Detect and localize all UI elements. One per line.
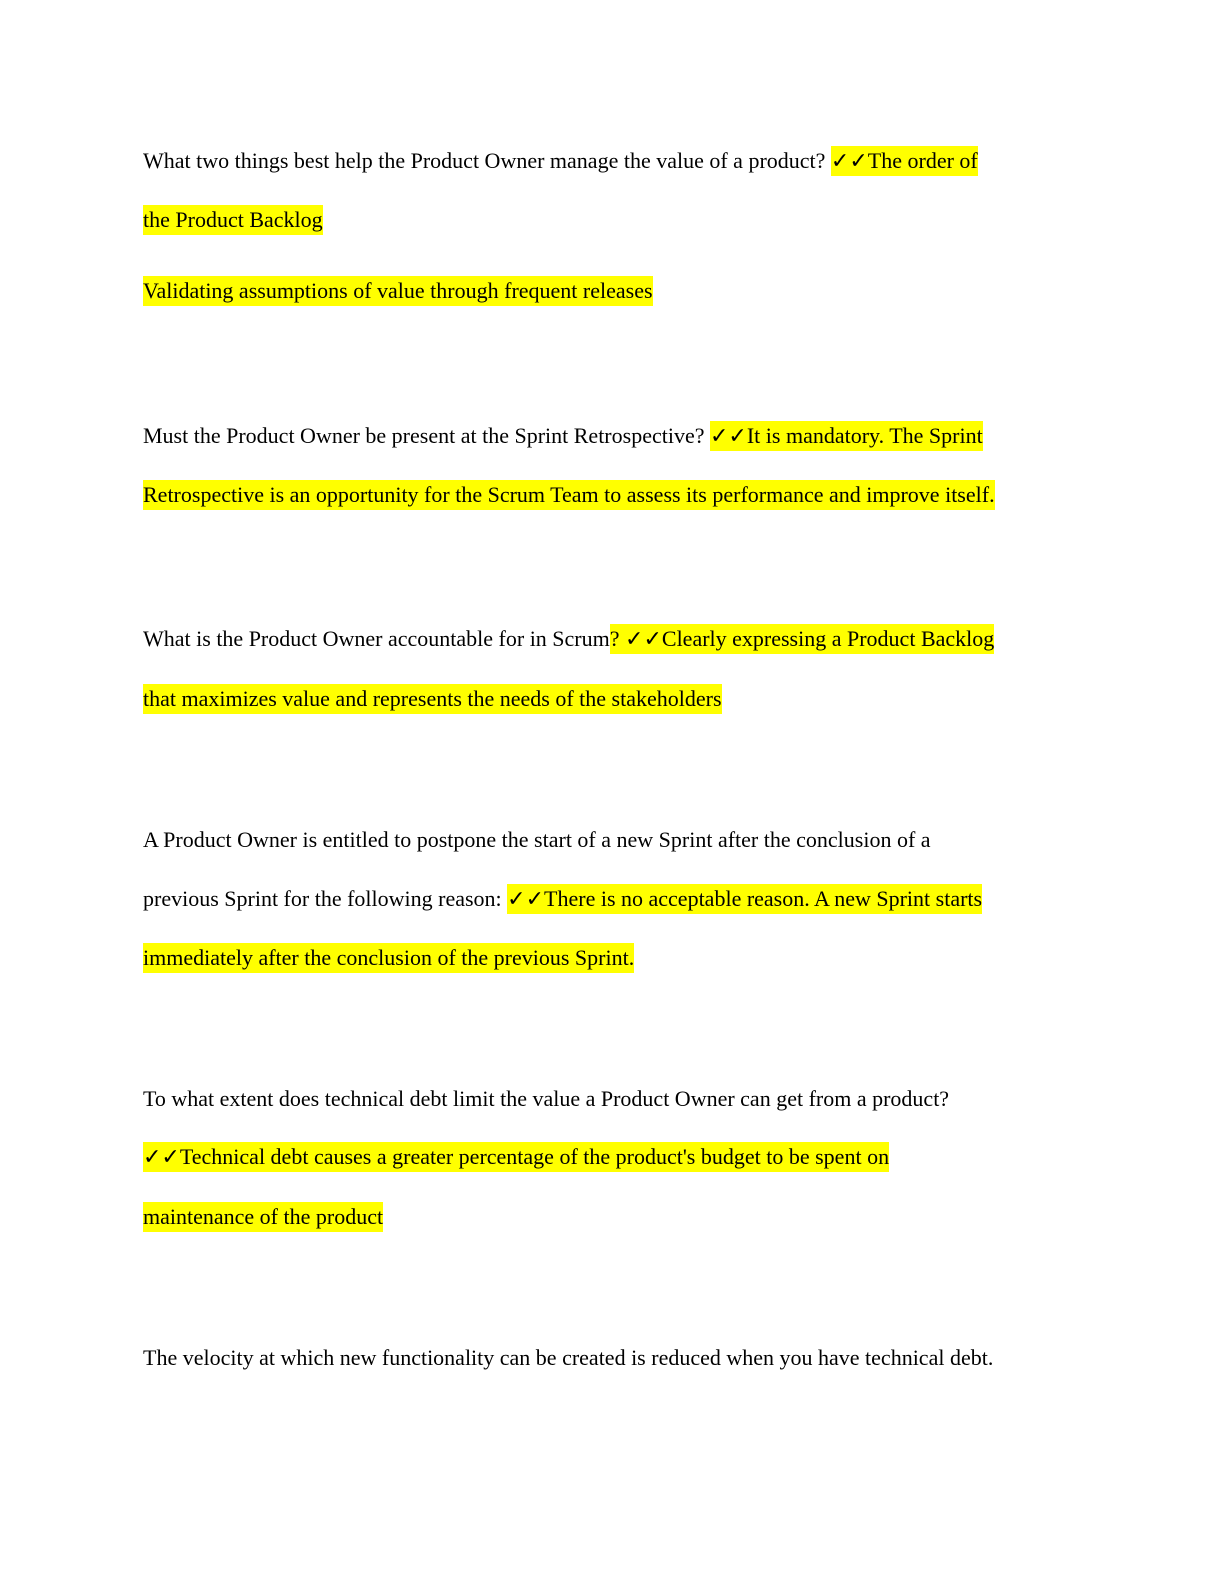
question-line [143,624,994,654]
answer-text: the Product Backlog [143,205,323,235]
answer-text: Clearly expressing a Product Backlog [661,626,995,651]
double-check-mark-icon: ✓✓ [507,887,545,912]
answer-text: that maximizes value and represents the needs of the stakeholders [143,684,722,714]
answer-line [143,276,653,306]
answer-prefix: ? [609,626,626,651]
question-line [143,1343,993,1373]
answer-highlight [143,1142,889,1172]
answer-text: The order of [867,148,978,173]
answer-text: Validating assumptions of value through frequent releases [143,276,653,306]
question-line [143,1084,949,1114]
answer-highlight [831,146,978,176]
answer-highlight [507,884,982,914]
question-line [143,884,982,914]
answer-text: immediately after the conclusion of the previous Sprint. [143,943,634,973]
question-text: What two things best help the Product Owner manage the value of a product? [143,148,831,173]
question-text: A Product Owner is entitled to postpone the start of a new Sprint after the conclusion of a [143,827,931,852]
question-text: What is the Product Owner accountable for in Scrum [143,626,610,651]
question-line [143,421,983,451]
double-check-mark-icon: ✓✓ [625,627,662,652]
answer-line [143,684,722,714]
answer-text: It is mandatory. The Sprint [746,423,983,448]
answer-text: There is no acceptable reason. A new Sprint starts [544,886,983,911]
answer-highlight [610,624,995,654]
answer-line [143,943,634,973]
double-check-mark-icon: ✓✓ [830,149,868,174]
answer-text: Retrospective is an opportunity for the Scrum Team to assess its performance and improve itself. [143,480,995,510]
question-text: To what extent does technical debt limit the value a Product Owner can get from a product? [143,1086,950,1111]
answer-line [143,1202,383,1232]
answer-line [143,1142,889,1172]
double-check-mark-icon: ✓✓ [709,424,747,449]
answer-highlight [710,421,983,451]
question-text: Must the Product Owner be present at the Sprint Retrospective? [143,423,710,448]
answer-line [143,205,323,235]
answer-text: maintenance of the product [143,1202,383,1232]
question-line [143,146,978,176]
double-check-mark-icon: ✓✓ [143,1145,180,1170]
question-text: The velocity at which new functionality can be created is reduced when you have technical debt. [143,1345,994,1370]
answer-text: Technical debt causes a greater percentage of the product's budget to be spent on [179,1144,890,1169]
answer-line [143,480,995,510]
question-text: previous Sprint for the following reason: [143,886,508,911]
question-line [143,825,931,855]
